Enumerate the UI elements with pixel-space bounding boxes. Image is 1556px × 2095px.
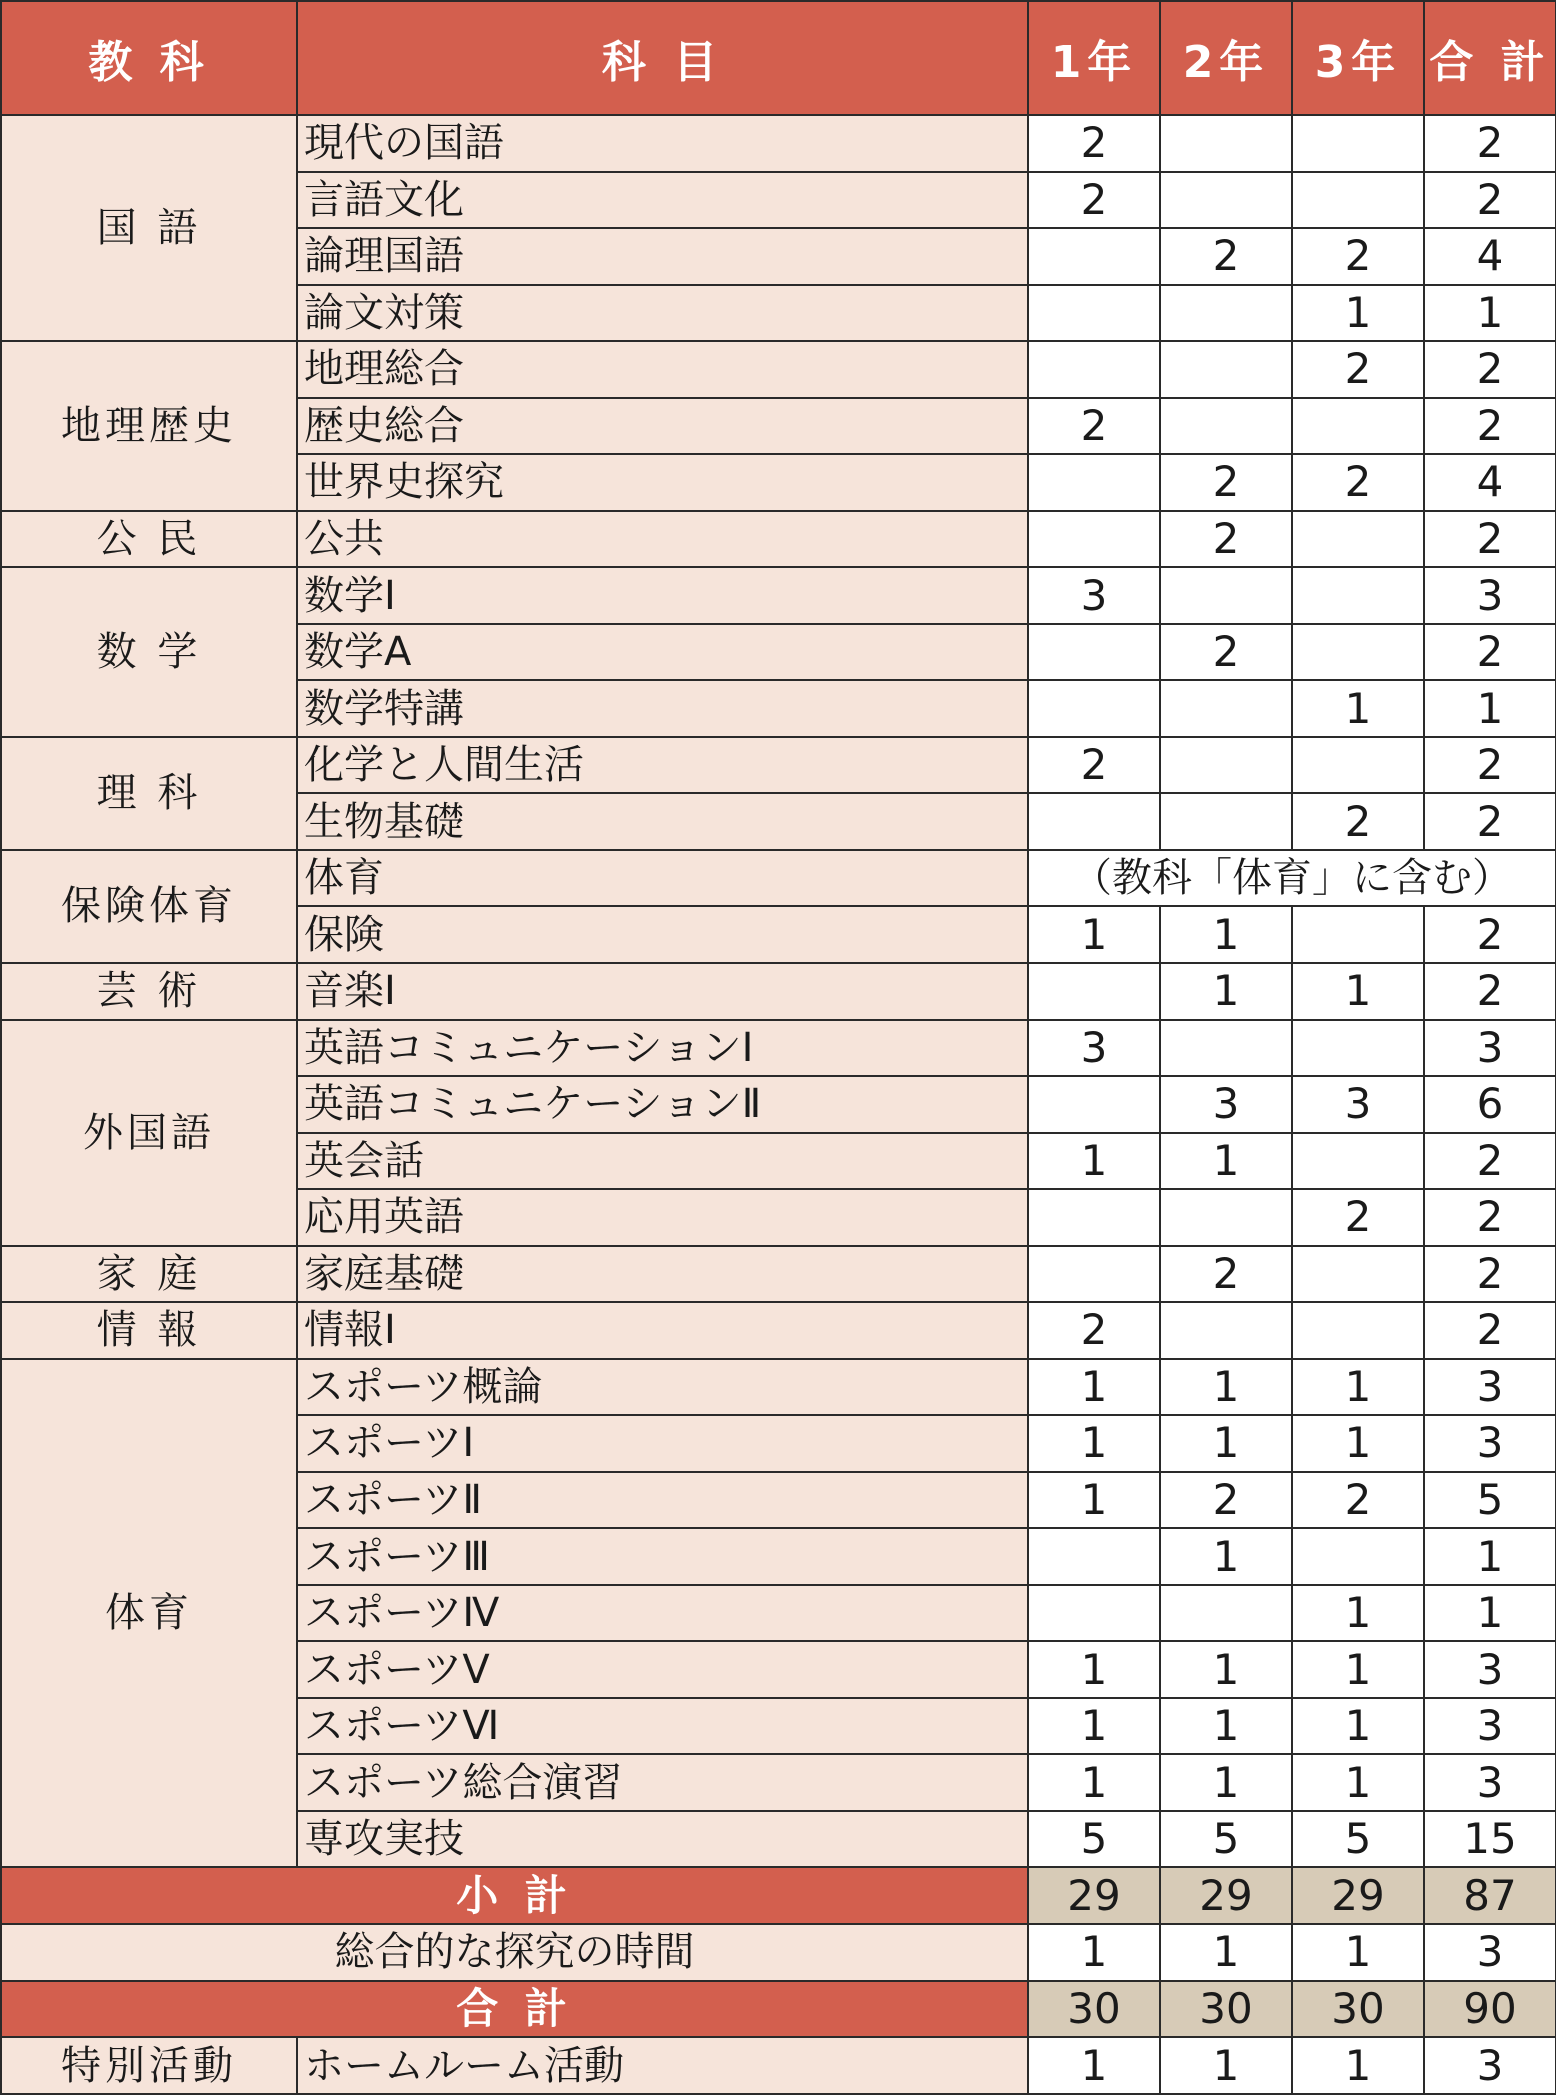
table-row [1, 511, 1556, 568]
header-year2: 2年 [1160, 1, 1292, 115]
subject-cell: 数学Ⅰ [297, 567, 1028, 624]
total-cell: 3 [1424, 1020, 1556, 1077]
table-row [1, 1246, 1556, 1303]
table-row [1, 567, 1556, 624]
year3-cell: 2 [1292, 341, 1424, 398]
year2-cell: 1 [1160, 1754, 1292, 1811]
year3-cell [1292, 1528, 1424, 1585]
total-cell: 2 [1424, 906, 1556, 963]
year1-cell: 2 [1028, 115, 1160, 172]
year3-cell: 1 [1292, 1641, 1424, 1698]
year2-cell: 1 [1160, 963, 1292, 1020]
total-cell: 1 [1424, 1585, 1556, 1642]
year1-cell [1028, 793, 1160, 850]
grand-total-row-label: 合 計 [1, 1981, 1028, 2038]
year2-cell [1160, 567, 1292, 624]
year2-cell: 1 [1160, 1528, 1292, 1585]
category-cell: 国 語 [1, 115, 297, 341]
year2-cell: 2 [1160, 228, 1292, 285]
inquiry-row [1, 1924, 1556, 1981]
year1-cell: 30 [1028, 1981, 1160, 2038]
year3-cell [1292, 567, 1424, 624]
total-cell: 2 [1424, 172, 1556, 229]
total-cell: 87 [1424, 1867, 1556, 1924]
total-cell: 3 [1424, 1641, 1556, 1698]
year1-cell [1028, 1585, 1160, 1642]
total-cell: 2 [1424, 1189, 1556, 1246]
table-row [1, 341, 1556, 398]
year1-cell: 2 [1028, 1302, 1160, 1359]
total-cell: 2 [1424, 624, 1556, 681]
year2-cell [1160, 1189, 1292, 1246]
year3-cell [1292, 1246, 1424, 1303]
year3-cell [1292, 398, 1424, 455]
table-row [1, 737, 1556, 794]
subject-cell: 言語文化 [297, 172, 1028, 229]
year1-cell: 1 [1028, 1359, 1160, 1416]
total-cell: 4 [1424, 228, 1556, 285]
year3-cell: 1 [1292, 1754, 1424, 1811]
subject-cell: スポーツⅢ [297, 1528, 1028, 1585]
year3-cell [1292, 624, 1424, 681]
subject-cell: スポーツⅤ [297, 1641, 1028, 1698]
subject-cell: スポーツⅡ [297, 1472, 1028, 1529]
year1-cell: 1 [1028, 1754, 1160, 1811]
year2-cell: 1 [1160, 906, 1292, 963]
year1-cell: 1 [1028, 1698, 1160, 1755]
year1-cell: 1 [1028, 1133, 1160, 1190]
subject-cell: スポーツⅠ [297, 1415, 1028, 1472]
subject-cell: 世界史探究 [297, 454, 1028, 511]
special-activity-row [1, 2037, 1556, 2094]
total-cell: 2 [1424, 1302, 1556, 1359]
total-cell: 2 [1424, 963, 1556, 1020]
year3-cell: 1 [1292, 1698, 1424, 1755]
year3-cell: 1 [1292, 680, 1424, 737]
table-row [1, 850, 1556, 907]
year1-cell: 3 [1028, 567, 1160, 624]
subject-cell: スポーツⅥ [297, 1698, 1028, 1755]
total-cell: 2 [1424, 115, 1556, 172]
year2-cell: 2 [1160, 1472, 1292, 1529]
year1-cell: 1 [1028, 2037, 1160, 2094]
total-cell: 2 [1424, 793, 1556, 850]
inquiry-row-label: 総合的な探究の時間 [1, 1924, 1028, 1981]
year3-cell [1292, 115, 1424, 172]
total-cell: 1 [1424, 680, 1556, 737]
total-cell: 2 [1424, 398, 1556, 455]
year2-cell: 1 [1160, 1698, 1292, 1755]
year1-cell: 3 [1028, 1020, 1160, 1077]
year1-cell: 1 [1028, 1641, 1160, 1698]
subject-cell: 情報Ⅰ [297, 1302, 1028, 1359]
year2-cell: 1 [1160, 1359, 1292, 1416]
header-category: 教 科 [1, 1, 297, 115]
year3-cell: 30 [1292, 1981, 1424, 2038]
year2-cell [1160, 398, 1292, 455]
year1-cell: 2 [1028, 737, 1160, 794]
subject-cell: スポーツ総合演習 [297, 1754, 1028, 1811]
table-row [1, 1302, 1556, 1359]
year1-cell [1028, 963, 1160, 1020]
year1-cell: 5 [1028, 1811, 1160, 1868]
year3-cell: 2 [1292, 1472, 1424, 1529]
year2-cell [1160, 285, 1292, 342]
year2-cell [1160, 1585, 1292, 1642]
year1-cell [1028, 680, 1160, 737]
total-cell: 2 [1424, 511, 1556, 568]
year2-cell [1160, 793, 1292, 850]
subject-cell: 生物基礎 [297, 793, 1028, 850]
year1-cell: 1 [1028, 1415, 1160, 1472]
year1-cell [1028, 228, 1160, 285]
year2-cell: 1 [1160, 1415, 1292, 1472]
total-cell: 3 [1424, 1754, 1556, 1811]
year1-cell: 1 [1028, 906, 1160, 963]
subject-cell: 応用英語 [297, 1189, 1028, 1246]
year2-cell: 1 [1160, 1924, 1292, 1981]
year3-cell: 29 [1292, 1867, 1424, 1924]
year2-cell: 3 [1160, 1076, 1292, 1133]
year1-cell [1028, 624, 1160, 681]
year3-cell: 2 [1292, 228, 1424, 285]
year1-cell [1028, 511, 1160, 568]
year1-cell: 1 [1028, 1924, 1160, 1981]
year2-cell: 2 [1160, 511, 1292, 568]
subject-cell: 家庭基礎 [297, 1246, 1028, 1303]
subject-cell: 数学特講 [297, 680, 1028, 737]
subject-cell: 音楽Ⅰ [297, 963, 1028, 1020]
year2-cell [1160, 341, 1292, 398]
subject-cell: スポーツ概論 [297, 1359, 1028, 1416]
subject-cell: 化学と人間生活 [297, 737, 1028, 794]
year2-cell [1160, 1020, 1292, 1077]
header-subject: 科 目 [297, 1, 1028, 115]
header-year3: 3年 [1292, 1, 1424, 115]
category-cell: 家 庭 [1, 1246, 297, 1303]
table-body [1, 115, 1556, 2094]
year1-cell [1028, 341, 1160, 398]
total-cell: 2 [1424, 1133, 1556, 1190]
year2-cell: 30 [1160, 1981, 1292, 2038]
category-cell: 理 科 [1, 737, 297, 850]
total-cell: 90 [1424, 1981, 1556, 2038]
total-cell: 3 [1424, 1415, 1556, 1472]
subject-cell: 論理国語 [297, 228, 1028, 285]
total-cell: 2 [1424, 341, 1556, 398]
subject-cell: 英会話 [297, 1133, 1028, 1190]
subtotal-row-label: 小 計 [1, 1867, 1028, 1924]
subject-cell: 数学A [297, 624, 1028, 681]
subject-cell: 英語コミュニケーションⅠ [297, 1020, 1028, 1077]
year1-cell [1028, 1189, 1160, 1246]
total-cell: 6 [1424, 1076, 1556, 1133]
total-cell: 3 [1424, 2037, 1556, 2094]
subject-cell: ホームルーム活動 [297, 2037, 1028, 2094]
year3-cell: 3 [1292, 1076, 1424, 1133]
year1-cell [1028, 454, 1160, 511]
year2-cell [1160, 172, 1292, 229]
year2-cell: 2 [1160, 624, 1292, 681]
total-cell: 1 [1424, 1528, 1556, 1585]
year3-cell: 1 [1292, 285, 1424, 342]
year2-cell: 1 [1160, 2037, 1292, 2094]
year2-cell [1160, 680, 1292, 737]
year3-cell: 1 [1292, 2037, 1424, 2094]
category-cell: 情 報 [1, 1302, 297, 1359]
year3-cell [1292, 1302, 1424, 1359]
subject-cell: 現代の国語 [297, 115, 1028, 172]
year1-cell [1028, 1076, 1160, 1133]
total-cell: 4 [1424, 454, 1556, 511]
subject-cell: 体育 [297, 850, 1028, 907]
header-row [1, 1, 1556, 115]
year2-cell: 2 [1160, 1246, 1292, 1303]
total-cell: 3 [1424, 1924, 1556, 1981]
year3-cell: 1 [1292, 1585, 1424, 1642]
header-total: 合 計 [1424, 1, 1556, 115]
note-cell: （教科「体育」に含む） [1028, 850, 1556, 907]
year2-cell: 29 [1160, 1867, 1292, 1924]
subtotal-row [1, 1867, 1556, 1924]
table-row [1, 963, 1556, 1020]
year2-cell: 5 [1160, 1811, 1292, 1868]
total-cell: 3 [1424, 567, 1556, 624]
total-cell: 2 [1424, 737, 1556, 794]
year3-cell [1292, 511, 1424, 568]
year1-cell: 2 [1028, 398, 1160, 455]
year3-cell: 1 [1292, 1359, 1424, 1416]
table-row [1, 1020, 1556, 1077]
subject-cell: 地理総合 [297, 341, 1028, 398]
year3-cell: 1 [1292, 1924, 1424, 1981]
subject-cell: 論文対策 [297, 285, 1028, 342]
subject-cell: 専攻実技 [297, 1811, 1028, 1868]
category-cell: 芸 術 [1, 963, 297, 1020]
year3-cell: 1 [1292, 963, 1424, 1020]
year1-cell [1028, 1246, 1160, 1303]
total-cell: 5 [1424, 1472, 1556, 1529]
subject-cell: 英語コミュニケーションⅡ [297, 1076, 1028, 1133]
total-cell: 1 [1424, 285, 1556, 342]
year2-cell [1160, 115, 1292, 172]
year3-cell: 2 [1292, 1189, 1424, 1246]
year1-cell [1028, 285, 1160, 342]
subject-cell: 保険 [297, 906, 1028, 963]
year1-cell: 29 [1028, 1867, 1160, 1924]
year3-cell: 1 [1292, 1415, 1424, 1472]
year3-cell: 2 [1292, 793, 1424, 850]
year1-cell [1028, 1528, 1160, 1585]
grand-total-row [1, 1981, 1556, 2038]
year2-cell: 1 [1160, 1133, 1292, 1190]
category-cell: 保険体育 [1, 850, 297, 963]
year3-cell [1292, 906, 1424, 963]
year3-cell: 2 [1292, 454, 1424, 511]
year2-cell: 1 [1160, 1641, 1292, 1698]
subject-cell: 公共 [297, 511, 1028, 568]
header-year1: 1年 [1028, 1, 1160, 115]
category-cell: 公 民 [1, 511, 297, 568]
year3-cell [1292, 172, 1424, 229]
category-cell: 外国語 [1, 1020, 297, 1246]
subject-cell: 歴史総合 [297, 398, 1028, 455]
year1-cell: 2 [1028, 172, 1160, 229]
category-cell: 地理歴史 [1, 341, 297, 511]
year3-cell [1292, 1133, 1424, 1190]
total-cell: 3 [1424, 1359, 1556, 1416]
subject-cell: スポーツⅣ [297, 1585, 1028, 1642]
year3-cell [1292, 737, 1424, 794]
year1-cell: 1 [1028, 1472, 1160, 1529]
table-row [1, 1359, 1556, 1416]
category-cell: 体育 [1, 1359, 297, 1868]
year2-cell: 2 [1160, 454, 1292, 511]
category-cell: 特別活動 [1, 2037, 297, 2094]
year3-cell [1292, 1020, 1424, 1077]
table-row [1, 115, 1556, 172]
total-cell: 15 [1424, 1811, 1556, 1868]
year2-cell [1160, 1302, 1292, 1359]
year2-cell [1160, 737, 1292, 794]
year3-cell: 5 [1292, 1811, 1424, 1868]
total-cell: 2 [1424, 1246, 1556, 1303]
category-cell: 数 学 [1, 567, 297, 737]
total-cell: 3 [1424, 1698, 1556, 1755]
